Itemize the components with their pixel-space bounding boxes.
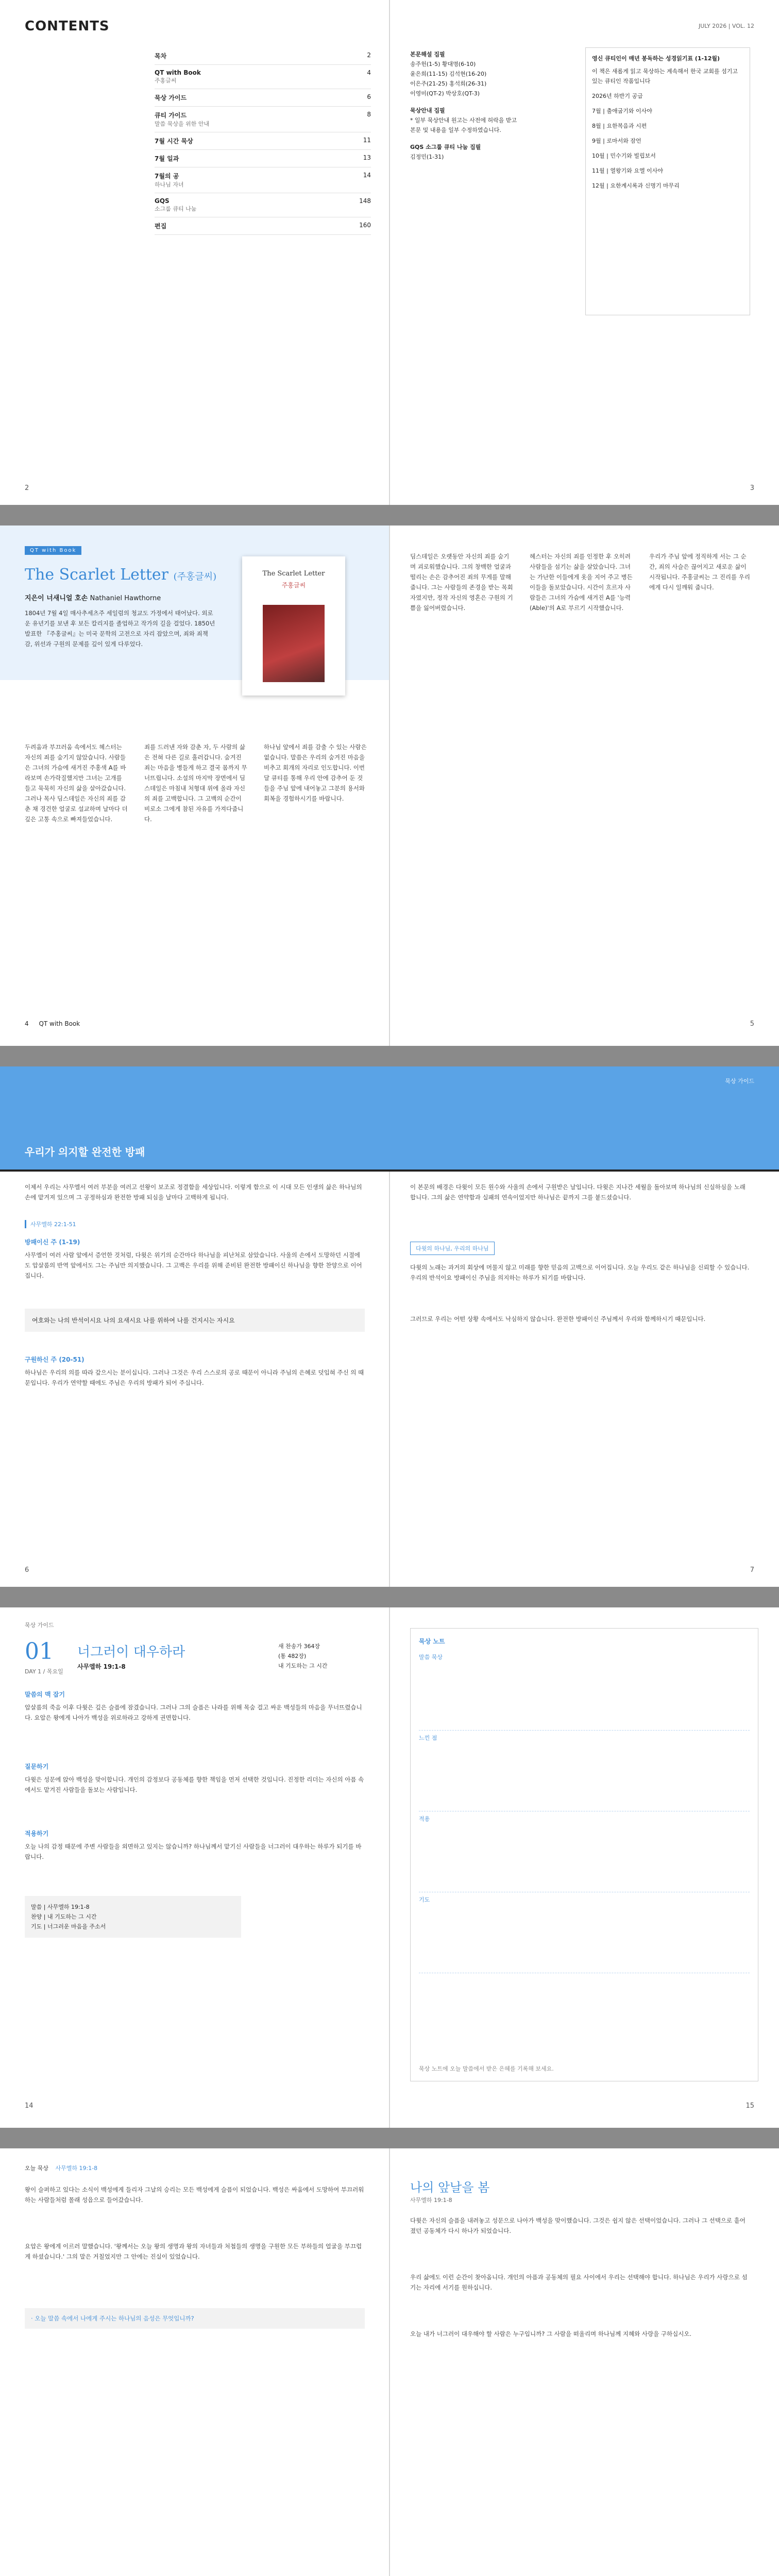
sidebar-item: 9월 | 로마서와 잠언: [592, 138, 641, 144]
page-book-left: [0, 526, 390, 1046]
sidebar-item: 10월 | 민수기와 빌립보서: [592, 152, 656, 159]
summary-table: [25, 1896, 241, 1938]
gutter: [389, 1607, 390, 2128]
body-text: 다윗은 자신의 슬픔을 내려놓고 성문으로 나아가 백성을 맞이했습니다. 그것은 쉽지 않은 선택이었습니다. 그러나 그 선택으로 흩어졌던 공동체가 다시 하나가 되었습니다.: [410, 2217, 746, 2234]
page-title: CONTENTS: [25, 19, 110, 34]
toc-label: 7월의 공: [155, 173, 179, 180]
toc-page: 148: [359, 197, 371, 205]
toc-label-group: [155, 154, 179, 163]
header-passage: 사무엘하 19:1-8: [55, 2165, 98, 2172]
toc-page: 14: [363, 172, 371, 179]
cover-title: The Scarlet Letter: [262, 570, 325, 578]
body-col: 우리가 주님 앞에 정직하게 서는 그 순간, 죄의 사슬은 끊어지고 새로운 삶이 시작됩니다. 주홍글씨는 그 진리를 우리에게 다시 일깨워 줍니다.: [649, 553, 751, 591]
reading-plan-sidebar: [585, 47, 750, 315]
gutter: [389, 1172, 390, 1587]
gutter: [389, 0, 390, 505]
page-contents-left: [0, 0, 390, 505]
sec1-text: 사무엘이 여러 사람 앞에서 증언한 것처럼, 다윗은 위기의 순간마다 하나님을 피난처로 삼았습니다. 사울의 손에서 도망하던 시절에도 압살롬의 반역 앞에서도 그는 주님만 의지했습니다. 그 고백은 우리를 위해 준비된 완전한 방패이신 하나님을 향한 찬양으로 이어집니다.: [25, 1251, 362, 1279]
toc-page: 4: [367, 69, 371, 76]
note-rows: [419, 1650, 750, 1973]
body-text: 압살롬의 죽음 이후 다윗은 깊은 슬픔에 잠겼습니다. 그러나 그의 슬픔은 나라를 위해 목숨 걸고 싸운 백성들의 마음을 무너뜨렸습니다. 요압은 왕에게 나아가 백성을 위로하라고 강하게 권면합니다.: [25, 1704, 362, 1721]
page-guide-left: [0, 1066, 390, 1587]
sidebar-item: 2026년 하반기 공급: [592, 93, 643, 99]
sec2-text: 하나님은 우리의 의를 따라 갚으시는 분이십니다. 그러나 그것은 우리 스스로의 공로 때문이 아니라 주님의 은혜로 덧입혀 주신 의 때문입니다. 우리가 연약할 때에도 주님은 우리의 방패가 되어 주십니다.: [25, 1369, 364, 1386]
page-number: 14: [25, 2102, 33, 2110]
right-title: 나의 앞날을 봄: [410, 2180, 490, 2195]
toc-label-group: [155, 52, 166, 60]
sidebar-item: 8월 | 요한복음과 시편: [592, 123, 647, 129]
day-sub: DAY 1 / 목요일: [25, 1668, 63, 1675]
gutter: [389, 526, 390, 1046]
toc-page: 11: [363, 137, 371, 144]
toc-label-group: [155, 197, 196, 213]
toc-item[interactable]: [155, 47, 371, 65]
body-text: 오늘 나의 감정 때문에 주변 사람들을 외면하고 있지는 않습니까? 하나님께서 맡기신 사람들을 너그러이 대우하는 하루가 되기를 바랍니다.: [25, 1843, 362, 1860]
toc-item[interactable]: [155, 132, 371, 150]
body-col: 딤스데일은 오랫동안 자신의 죄를 숨기며 괴로워했습니다. 그의 창백한 얼굴과 떨리는 손은 감추어진 죄의 무게를 말해 줍니다. 그는 사람들의 존경을 받는 목회자였지만, 정작 자신의 영혼은 구원의 기쁨을 잃어버렸습니다.: [410, 553, 513, 612]
toc-label: QT with Book: [155, 69, 201, 76]
toc-label: 큐티 가이드: [155, 112, 187, 119]
toc-item[interactable]: [155, 65, 371, 89]
note-row-label: 느낀 점: [419, 1735, 437, 1741]
toc-page: 13: [363, 154, 371, 161]
toc-item[interactable]: [155, 89, 371, 107]
toc-page: 8: [367, 111, 371, 118]
page-today-right: [390, 2148, 779, 2576]
note-row[interactable]: [419, 1811, 750, 1892]
right-text: 다윗의 노래는 과거의 회상에 머물지 않고 미래를 향한 믿음의 고백으로 이어집니다. 오늘 우리도 같은 하나님을 신뢰할 수 있습니다. 우리의 반석이요 방패이신 주님을 의지하는 하루가 되기를 바랍니다.: [410, 1264, 750, 1281]
credit-note: 본문 및 내용을 일부 수정하였습니다.: [410, 127, 501, 133]
book-title-en: The Scarlet Letter: [25, 566, 169, 584]
credit-line: 송주헌(1-5) 황대명(6-10): [410, 61, 476, 67]
right-sub: 사무엘하 19:1-8: [410, 2197, 452, 2204]
page-number: 15: [746, 2102, 754, 2110]
gqs-credit-title: GQS 소그룹 큐티 나눔 집필: [410, 144, 481, 150]
left-note-text: · 오늘 말씀 속에서 나에게 주시는 하나님의 음성은 무엇입니까?: [31, 2315, 194, 2322]
note-row-label: 말씀 묵상: [419, 1654, 443, 1660]
sidebar-list: [592, 66, 743, 191]
sec1-quote-text: 여호와는 나의 반석이시요 나의 요새시요 나를 위하여 나를 건지시는 자시요: [32, 1317, 235, 1324]
page-number: 7: [750, 1566, 754, 1574]
toc-item[interactable]: [155, 107, 371, 132]
right-text: 그러므로 우리는 어떤 상황 속에서도 낙심하지 않습니다. 완전한 방패이신 주님께서 우리와 함께하시기 때문입니다.: [410, 1315, 706, 1323]
gutter: [389, 2148, 390, 2576]
body-text: 다윗은 성문에 앉아 백성을 맞이합니다. 개인의 감정보다 공동체를 향한 책임을 먼저 선택한 것입니다. 진정한 리더는 자신의 아픔 속에서도 맡겨진 사람들을 돌보는 사람입니다.: [25, 1776, 364, 1793]
note-footer: 묵상 노트에 오늘 말씀에서 받은 은혜를 기록해 보세요.: [419, 2065, 554, 2072]
sidebar-item: 11월 | 열왕기와 요엘 이사야: [592, 167, 663, 174]
toc-label: GQS: [155, 197, 170, 205]
hymn-line: 내 기도하는 그 시간: [278, 1663, 328, 1669]
page-contents-right: [390, 0, 779, 505]
gqs-credit-name: 김정민(1-31): [410, 154, 444, 160]
toc-label: 편집: [155, 223, 167, 230]
toc-page: 2: [367, 52, 371, 59]
body-text: 오늘 내가 너그러이 대우해야 할 사람은 누구입니까? 그 사람을 떠올리며 하나님께 지혜와 사랑을 구하십시오.: [410, 2330, 692, 2337]
banner-title: 우리가 의지할 완전한 방패: [25, 1146, 145, 1158]
toc-sub: 주홍글씨: [155, 77, 177, 84]
page-number: 5: [750, 1020, 754, 1028]
summary-row: 찬양 | 내 기도하는 그 시간: [31, 1913, 97, 1920]
right-text: 이 본문의 배경은 다윗이 모든 원수와 사울의 손에서 구원받은 날입니다. 다윗은 지나간 세월을 돌아보며 하나님의 신실하심을 노래합니다. 그의 삶은 연약함과 실패의 연속이었지만 하나님은 끝까지 그를 붙드셨습니다.: [410, 1183, 746, 1201]
toc-label-group: [155, 137, 193, 145]
page-header: [25, 2164, 97, 2172]
toc-label: 묵상 가이드: [155, 94, 187, 101]
book-title: [25, 566, 216, 584]
page-number: 6: [25, 1566, 29, 1574]
page-today-left: [0, 2148, 390, 2576]
body-col: 하나님 앞에서 죄를 감출 수 있는 사람은 없습니다. 말씀은 우리의 숨겨진 마음을 비추고 회개의 자리로 인도합니다. 이번 달 큐티를 통해 우리 안에 감추어 둔 것들을 주님 앞에 내어놓고 그분의 용서와 회복을 경험하시기를 바랍니다.: [264, 743, 367, 802]
credit-note: * 일부 묵상안내 원고는 사전에 허락을 받고: [410, 117, 517, 124]
sidebar-item: 12월 | 요한계시록과 신명기 마무리: [592, 182, 680, 189]
summary-rows: [31, 1902, 235, 1931]
note-title: 묵상 노트: [419, 1638, 445, 1645]
day-title: 너그러이 대우하라: [77, 1645, 185, 1660]
toc-label-group: [155, 222, 166, 230]
toc-label-group: [155, 93, 187, 102]
summary-row: 기도 | 너그러운 마음을 주소서: [31, 1923, 106, 1930]
toc-sub: 말씀 묵상을 위한 안내: [155, 121, 210, 127]
toc-label: 7월 시간 묵상: [155, 138, 193, 145]
sec-title: 말씀의 맥 잡기: [25, 1691, 65, 1698]
sec1-label: [25, 1220, 76, 1228]
issue-label: JULY 2026 | VOL. 12: [699, 23, 754, 29]
footer-label: QT with Book: [39, 1020, 80, 1027]
spread-qt-with-book: [0, 526, 779, 1046]
note-row-label: 기도: [419, 1896, 430, 1903]
sidebar-title: 영신 큐티인이 매년 봉독하는 성경읽기표 (1-12월): [592, 55, 720, 62]
toc-item[interactable]: [155, 150, 371, 167]
hymn-line: 새 찬송가 364장: [278, 1643, 320, 1650]
author-line: [25, 592, 161, 602]
page-number: 2: [25, 484, 29, 492]
page-day-right: [390, 1607, 779, 2128]
credits2-title: 묵상안내 집필: [410, 107, 445, 114]
section-label-text: QT with Book: [30, 548, 77, 553]
toc-page: 160: [359, 222, 371, 229]
sidebar-item: 7월 | 출애굽기와 이사야: [592, 108, 652, 114]
author-kr: 지은이 너새니얼 호손: [25, 595, 88, 602]
spread-day-01: [0, 1607, 779, 2128]
banner-header: 묵상 가이드: [725, 1078, 754, 1084]
toc-sub: 소그룹 큐티 나눔: [155, 206, 197, 212]
page-header: 묵상 가이드: [25, 1622, 54, 1629]
header-label: 오늘 묵상: [25, 2165, 49, 2172]
book-title-kr: (주홍글씨): [173, 571, 217, 582]
day-passage: 사무엘하 19:1-8: [77, 1663, 126, 1670]
spread-today-meditation: [0, 2148, 779, 2576]
toc-page: 6: [367, 93, 371, 100]
toc-sub: 하나님 자녀: [155, 181, 184, 188]
toc-label-group: [155, 69, 201, 84]
page-number: 3: [750, 484, 754, 492]
toc-item[interactable]: [155, 193, 371, 217]
author-intro: 1804년 7월 4일 매사추세츠주 세일럼의 청교도 가정에서 태어났다. 외로운 유년기를 보낸 후 보든 칼리지를 졸업하고 작가의 길을 걸었다. 1850년 발표한 『주홍글씨』는 미국 문학의 고전으로 자리 잡았으며, 죄와 죄책감, 위선과 구원의 문제를 깊이 있게 다루었다.: [25, 609, 215, 648]
body-col: 죄를 드러낸 자와 감춘 자, 두 사람의 삶은 전혀 다른 길로 흘러갑니다. 숨겨진 죄는 마음을 병들게 하고 결국 몸까지 무너뜨립니다. 소설의 마지막 장면에서 딤스데일은 마침내 처형대 위에 올라 자신의 죄를 고백합니다. 그 고백의 순간이 비로소 그에게 참된 자유를 가져다줍니다.: [144, 743, 247, 823]
summary-row: 말씀 | 사무엘하 19:1-8: [31, 1904, 90, 1910]
page-book-right: [390, 526, 779, 1046]
guide-intro: 이제서 우리는 사무엘서 여러 부분을 여러고 선왕이 보조로 정결함을 세상입니다. 이렇게 함으로 이 시대 모든 인생의 삶은 하나님의 손에 맡겨져 있으며 그 공정하심과 완전한 방패 되심을 날마다 고백하게 됩니다.: [25, 1183, 362, 1201]
sec2-title: 구원하신 주 (20-51): [25, 1356, 84, 1363]
body-text: 왕이 슬퍼하고 있다는 소식이 백성에게 들리자 그날의 승리는 모든 백성에게 슬픔이 되었습니다. 백성은 싸움에서 도망하여 부끄러워하는 사람들처럼 몰래 성읍으로 들어갔습니다.: [25, 2186, 364, 2204]
credit-line: 이영미(QT-2) 박상호(QT-3): [410, 90, 480, 97]
right-box-text: 다윗의 하나님, 우리의 하나님: [416, 1245, 489, 1252]
right-box: [410, 1242, 495, 1255]
note-row-label: 적용: [419, 1816, 430, 1822]
page-guide-right: [390, 1066, 779, 1587]
credits-block: [410, 49, 534, 162]
sidebar-item: 이 책은 새롭게 읽고 묵상하는 계속해서 한국 교회를 섬기고 있는 큐티인 작품입니다: [592, 68, 738, 84]
book-cover: [242, 556, 345, 696]
toc-label: 7월 일과: [155, 155, 179, 162]
cover-art: [263, 605, 325, 682]
page-number: 4: [25, 1020, 29, 1027]
toc-label-group: [155, 172, 184, 189]
page-day-left: [0, 1607, 390, 2128]
spread-meditation-guide: [0, 1066, 779, 1587]
q1-label: 질문하기: [25, 1763, 49, 1770]
day-number: 01: [25, 1638, 54, 1665]
toc-label-group: [155, 111, 209, 128]
body-text: 요압은 왕에게 이르러 말했습니다. '왕께서는 오늘 왕의 생명과 왕의 자녀들과 처첩들의 생명을 구원한 모든 부하들의 얼굴을 부끄럽게 하셨습니다.' 그의 말은 거칠었지만 그 안에는 진실이 있었습니다.: [25, 2243, 362, 2260]
spread-contents: [0, 0, 779, 505]
author-en: Nathaniel Hawthorne: [90, 595, 161, 602]
sec1-title: 방패이신 주 (1-19): [25, 1239, 80, 1246]
sec1-quote: [25, 1309, 365, 1332]
sec1-label-text: 사무엘하 22:1-51: [30, 1221, 76, 1228]
left-note: [25, 2308, 365, 2329]
hymn-block: [278, 1641, 366, 1671]
footer: [25, 1020, 80, 1027]
hymn-line: (통 482장): [278, 1653, 307, 1659]
q2-label: 적용하기: [25, 1830, 49, 1837]
body-col: 두려움과 부끄러움 속에서도 헤스터는 자신의 죄를 숨기지 않았습니다. 사람들은 그녀의 가슴에 새겨진 주홍색 A를 바라보며 손가락질했지만 그녀는 고개를 들고 묵묵히 자신의 삶을 살아갔습니다. 그러나 목사 딤스데일은 자신의 죄를 감춘 채 경건한 얼굴로 설교하며 날마다 더 깊은 고통 속으로 빠져들었습니다.: [25, 743, 128, 823]
section-label: [25, 546, 81, 555]
toc-item[interactable]: [155, 217, 371, 235]
credits-title: 본문해설 집필: [410, 51, 445, 58]
toc-item[interactable]: [155, 167, 371, 193]
note-row[interactable]: [419, 1892, 750, 1973]
body-text: 우리 삶에도 이런 순간이 찾아옵니다. 개인의 아픔과 공동체의 필요 사이에서 우리는 선택해야 합니다. 하나님은 우리가 사랑으로 섬기는 자리에 서기를 원하십니다.: [410, 2274, 748, 2291]
cover-kr: 주홍글씨: [281, 582, 306, 589]
note-row[interactable]: [419, 1650, 750, 1731]
toc-label: 목차: [155, 53, 167, 60]
credit-line: 윤은희(11-15) 김석현(16-20): [410, 71, 487, 77]
note-panel: [410, 1628, 758, 2081]
toc-list: [155, 47, 371, 235]
credit-line: 이은주(21-25) 홍석희(26-31): [410, 80, 487, 87]
body-col: 헤스터는 자신의 죄를 인정한 후 오히려 사람들을 섬기는 삶을 살았습니다. 그녀는 가난한 이들에게 옷을 지어 주고 병든 이들을 돌보았습니다. 시간이 흐르자 사람들은 그녀의 가슴에 새겨진 A를 '능력(Able)'의 A로 부르기 시작했습니다.: [530, 553, 633, 612]
note-row[interactable]: [419, 1731, 750, 1811]
